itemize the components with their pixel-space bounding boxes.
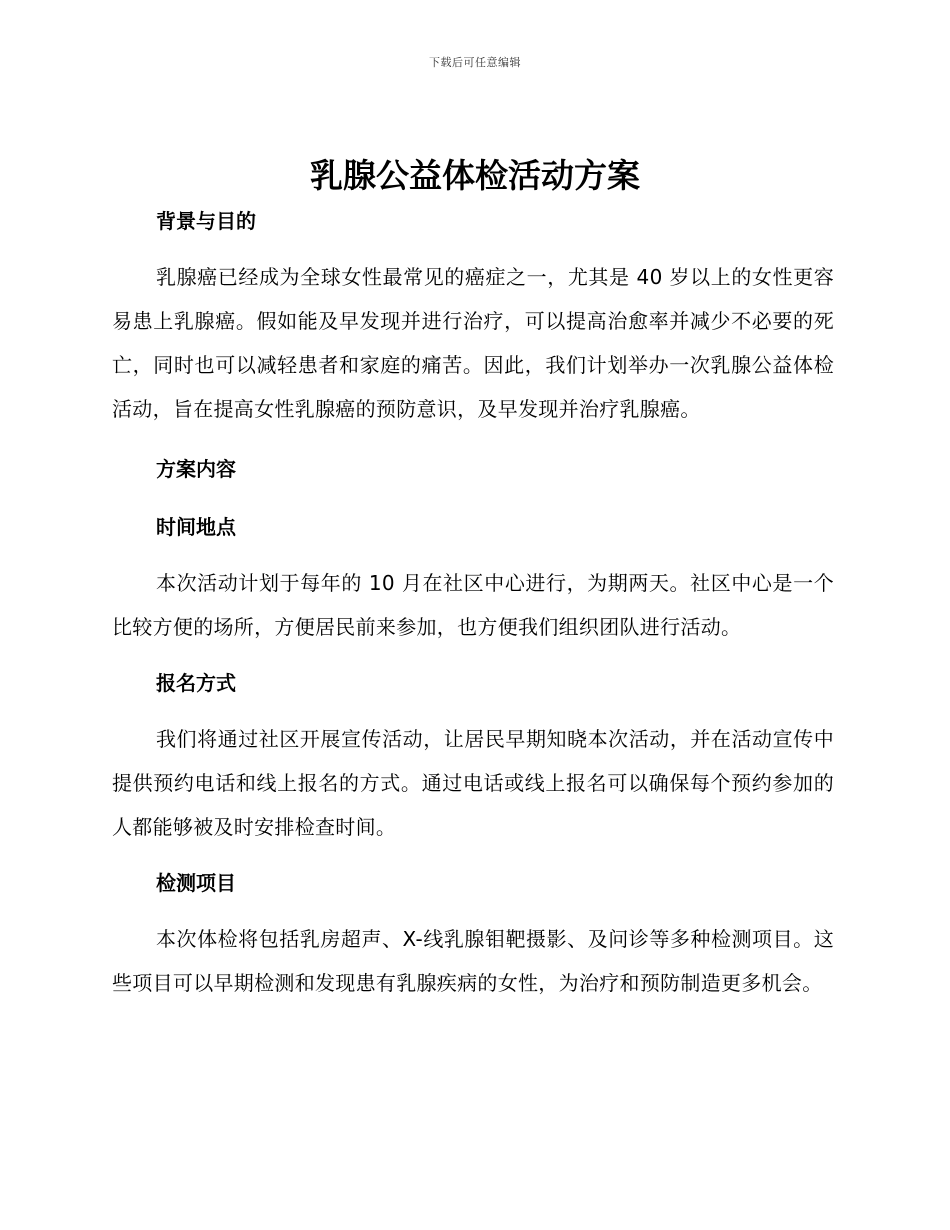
section-heading-time-place: 时间地点 [156,515,236,539]
document-body [112,201,834,1005]
section-heading-background: 背景与目的 [156,209,256,233]
section-heading-registration: 报名方式 [156,671,236,695]
section-paragraph-items: 本次体检将包括乳房超声、X-线乳腺钼靶摄影、及问诊等多种检测项目。这些项目可以早期检测和发现患有乳腺疾病的女性，为治疗和预防制造更多机会。 [112,927,834,995]
document-title: 乳腺公益体检活动方案 [310,156,640,195]
section-heading-items: 检测项目 [156,871,236,895]
section-paragraph-registration: 我们将通过社区开展宣传活动，让居民早期知晓本次活动，并在活动宣传中提供预约电话和线上报名的方式。通过电话或线上报名可以确保每个预约参加的人都能够被及时安排检查时间。 [112,727,834,839]
header-note: 下载后可任意编辑 [429,56,521,69]
section-paragraph-background: 乳腺癌已经成为全球女性最常见的癌症之一，尤其是 40 岁以上的女性更容易患上乳腺癌。假如能及早发现并进行治疗，可以提高治愈率并减少不必要的死亡，同时也可以减轻患者和家庭的痛苦。因此，我们计划举办一次乳腺公益体检活动，旨在提高女性乳腺癌的预防意识，及早发现并治疗乳腺癌。 [112,265,834,421]
section-heading-plan: 方案内容 [156,457,236,481]
section-paragraph-time-place: 本次活动计划于每年的 10 月在社区中心进行，为期两天。社区中心是一个比较方便的场所，方便居民前来参加，也方便我们组织团队进行活动。 [112,571,834,639]
